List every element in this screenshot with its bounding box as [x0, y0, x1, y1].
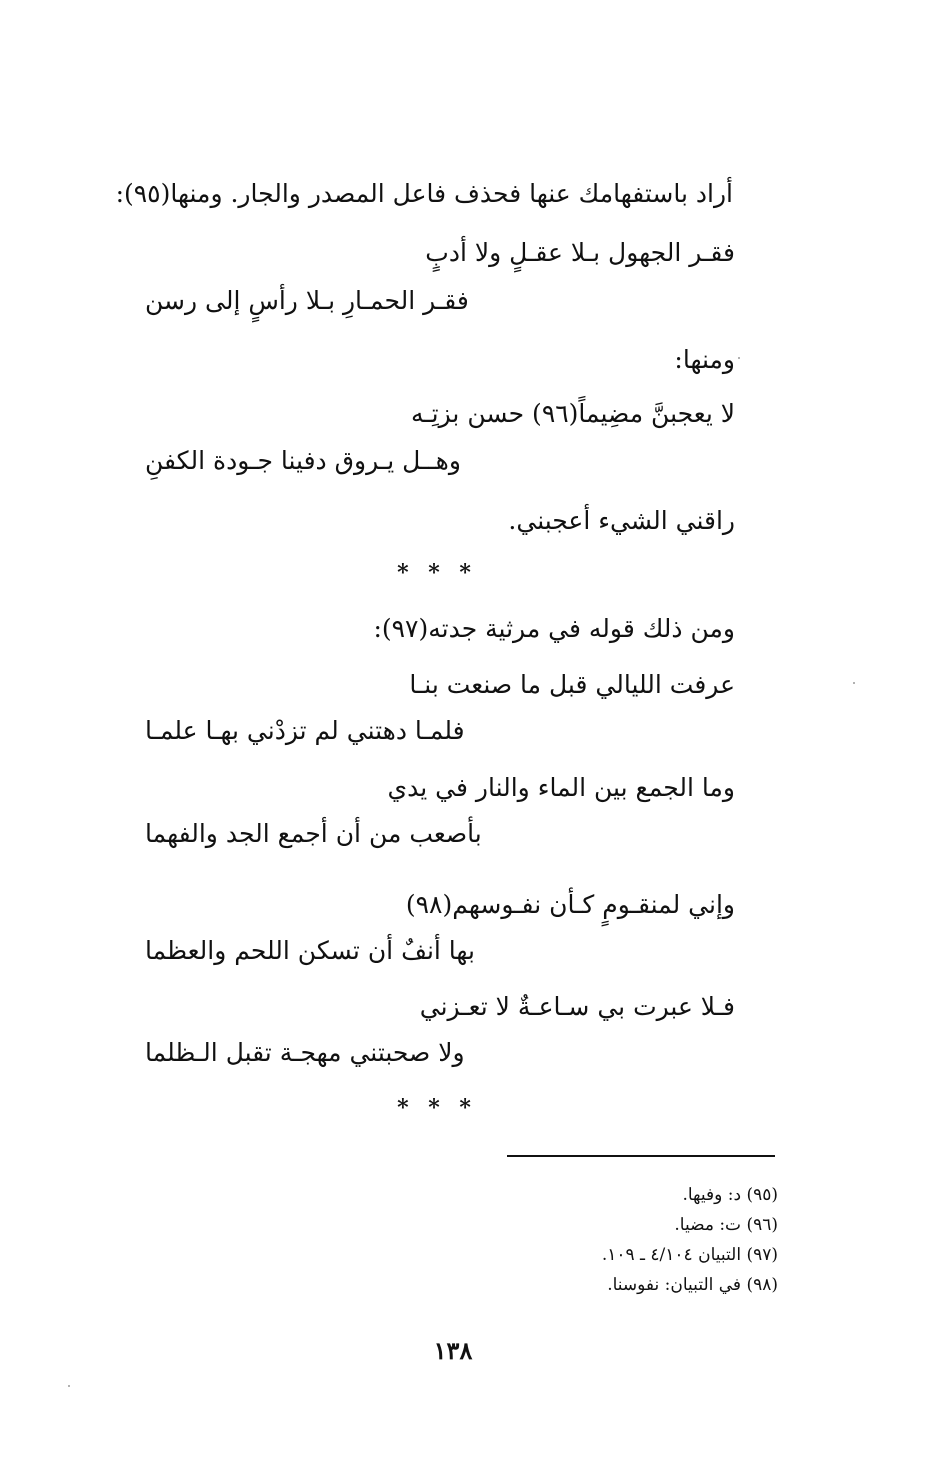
prose-line: ومنها:	[674, 345, 735, 374]
page-number: ١٣٨	[433, 1336, 473, 1365]
footnote-rule	[507, 1155, 775, 1157]
verse-first-hemistich: فـلا عبرت بي سـاعـةٌ لا تعـزني	[419, 992, 735, 1021]
verse-second-hemistich: ولا صحبتني مهجـة تقبل الـظلما	[145, 1038, 465, 1067]
verse-first-hemistich: عرفت الليالي قبل ما صنعت بنـا	[409, 670, 735, 699]
scan-speck	[68, 1385, 70, 1387]
verse-first-hemistich: وما الجمع بين الماء والنار في يدي	[387, 773, 735, 802]
verse-second-hemistich: بها أنفٌ أن تسكن اللحم والعظما	[145, 936, 475, 965]
footnote: (٩٧) التبيان ٤/١٠٤ ـ ١٠٩.	[601, 1245, 778, 1265]
verse-first-hemistich: وإني لمنقـومٍ كـأن نفـوسهم(٩٨)	[405, 890, 735, 919]
scan-speck	[853, 682, 855, 684]
verse-first-hemistich: لا يعجبنَّ مضِيماً(٩٦) حسن بزتِـه	[410, 399, 735, 428]
verse-first-hemistich: فقـر الجهول بـلا عقـلٍ ولا أدبٍ	[425, 238, 735, 267]
gloss-line: راقني الشيء أعجبني.	[508, 506, 735, 535]
footnote: (٩٦) ت: مضيا.	[674, 1215, 778, 1235]
verse-second-hemistich: فقـر الحمـارِ بـلا رأسٍ إلى رسن	[145, 286, 469, 315]
prose-line: أراد باستفهامك عنها فحذف فاعل المصدر والجار. ومنها(٩٥):	[115, 179, 733, 208]
prose-line: ومن ذلك قوله في مرثية جدته(٩٧):	[373, 614, 735, 643]
section-separator: * * *	[397, 560, 477, 586]
verse-second-hemistich: بأصعب من أن أجمع الجد والفهما	[145, 819, 482, 848]
verse-second-hemistich: وهــل يـروق دفينا جـودة الكفنِ	[145, 446, 461, 475]
scan-speck	[738, 357, 740, 359]
footnote: (٩٨) في التبيان: نفوسنا.	[607, 1275, 778, 1295]
section-separator: * * *	[397, 1095, 477, 1121]
verse-second-hemistich: فلمـا دهتني لم تزدْني بهـا علمـا	[145, 716, 465, 745]
footnote: (٩٥) د: وفيها.	[682, 1185, 778, 1205]
